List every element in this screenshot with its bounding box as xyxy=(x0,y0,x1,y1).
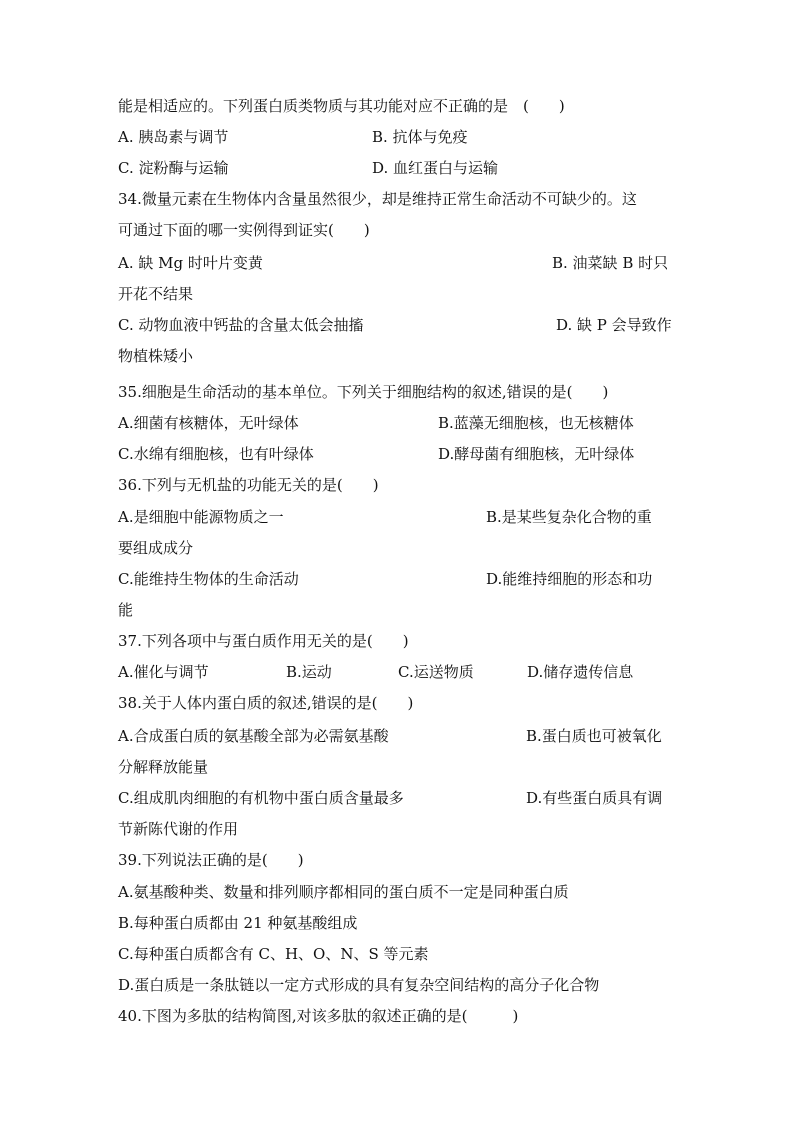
q34-stem-line2: 可通过下面的哪一实例得到证实( ) xyxy=(118,221,370,239)
q36-option-b: B.是某些复杂化合物的重 xyxy=(486,508,652,526)
q39-stem: 39.下列说法正确的是( ) xyxy=(118,851,304,869)
q35-option-a: A.细菌有核糖体，无叶绿体 xyxy=(118,414,299,432)
q35-stem: 35.细胞是生命活动的基本单位。下列关于细胞结构的叙述,错误的是( ) xyxy=(118,383,609,401)
q38-option-b: B.蛋白质也可被氧化 xyxy=(526,727,662,745)
q38-option-b-wrap: 分解释放能量 xyxy=(118,758,209,776)
q34-option-d-wrap: 物植株矮小 xyxy=(118,347,194,365)
q34-option-d: D. 缺 P 会导致作 xyxy=(556,316,672,334)
q37-option-a: A.催化与调节 xyxy=(118,663,209,681)
q37-stem: 37.下列各项中与蛋白质作用无关的是( ) xyxy=(118,632,409,650)
q36-option-b-wrap: 要组成成分 xyxy=(118,539,194,557)
q38-option-c: C.组成肌肉细胞的有机物中蛋白质含量最多 xyxy=(118,789,404,807)
q39-option-a: A.氨基酸种类、数量和排列顺序都相同的蛋白质不一定是同种蛋白质 xyxy=(118,883,569,901)
q34-option-a: A. 缺 Mg 时叶片变黄 xyxy=(118,254,263,272)
q35-option-b: B.蓝藻无细胞核，也无核糖体 xyxy=(438,414,634,432)
q33-option-c: C. 淀粉酶与运输 xyxy=(118,159,229,177)
q36-option-d: D.能维持细胞的形态和功 xyxy=(486,570,653,588)
q35-option-c: C.水绵有细胞核，也有叶绿体 xyxy=(118,445,314,463)
q36-option-a: A.是细胞中能源物质之一 xyxy=(118,508,284,526)
q38-option-d: D.有些蛋白质具有调 xyxy=(526,789,663,807)
q38-stem: 38.关于人体内蛋白质的叙述,错误的是( ) xyxy=(118,694,414,712)
q34-option-c: C. 动物血液中钙盐的含量太低会抽搐 xyxy=(118,316,364,334)
q33-option-a: A. 胰岛素与调节 xyxy=(118,128,229,146)
q33-option-d: D. 血红蛋白与运输 xyxy=(372,159,499,177)
q34-option-b: B. 油菜缺 B 时只 xyxy=(552,254,669,272)
q34-stem-line1: 34.微量元素在生物体内含量虽然很少，却是维持正常生命活动不可缺少的。这 xyxy=(118,190,637,208)
q35-option-d: D.酵母菌有细胞核，无叶绿体 xyxy=(438,445,635,463)
q39-option-d: D.蛋白质是一条肽链以一定方式形成的具有复杂空间结构的高分子化合物 xyxy=(118,976,600,994)
q36-option-c: C.能维持生物体的生命活动 xyxy=(118,570,299,588)
q33-stem-continued: 能是相适应的。下列蛋白质类物质与其功能对应不正确的是 ( ) xyxy=(118,97,565,115)
q37-option-c: C.运送物质 xyxy=(398,663,474,681)
q36-option-d-wrap: 能 xyxy=(118,601,134,619)
q39-option-c: C.每种蛋白质都含有 C、H、O、N、S 等元素 xyxy=(118,945,429,963)
q38-option-d-wrap: 节新陈代谢的作用 xyxy=(118,820,239,838)
q37-option-d: D.储存遗传信息 xyxy=(527,663,634,681)
q33-option-b: B. 抗体与免疫 xyxy=(372,128,468,146)
q34-option-b-wrap: 开花不结果 xyxy=(118,285,194,303)
q40-stem: 40.下图为多肽的结构简图,对该多肽的叙述正确的是( ) xyxy=(118,1007,519,1025)
q38-option-a: A.合成蛋白质的氨基酸全部为必需氨基酸 xyxy=(118,727,389,745)
q37-option-b: B.运动 xyxy=(286,663,332,681)
q39-option-b: B.每种蛋白质都由 21 种氨基酸组成 xyxy=(118,914,358,932)
q36-stem: 36.下列与无机盐的功能无关的是( ) xyxy=(118,476,379,494)
